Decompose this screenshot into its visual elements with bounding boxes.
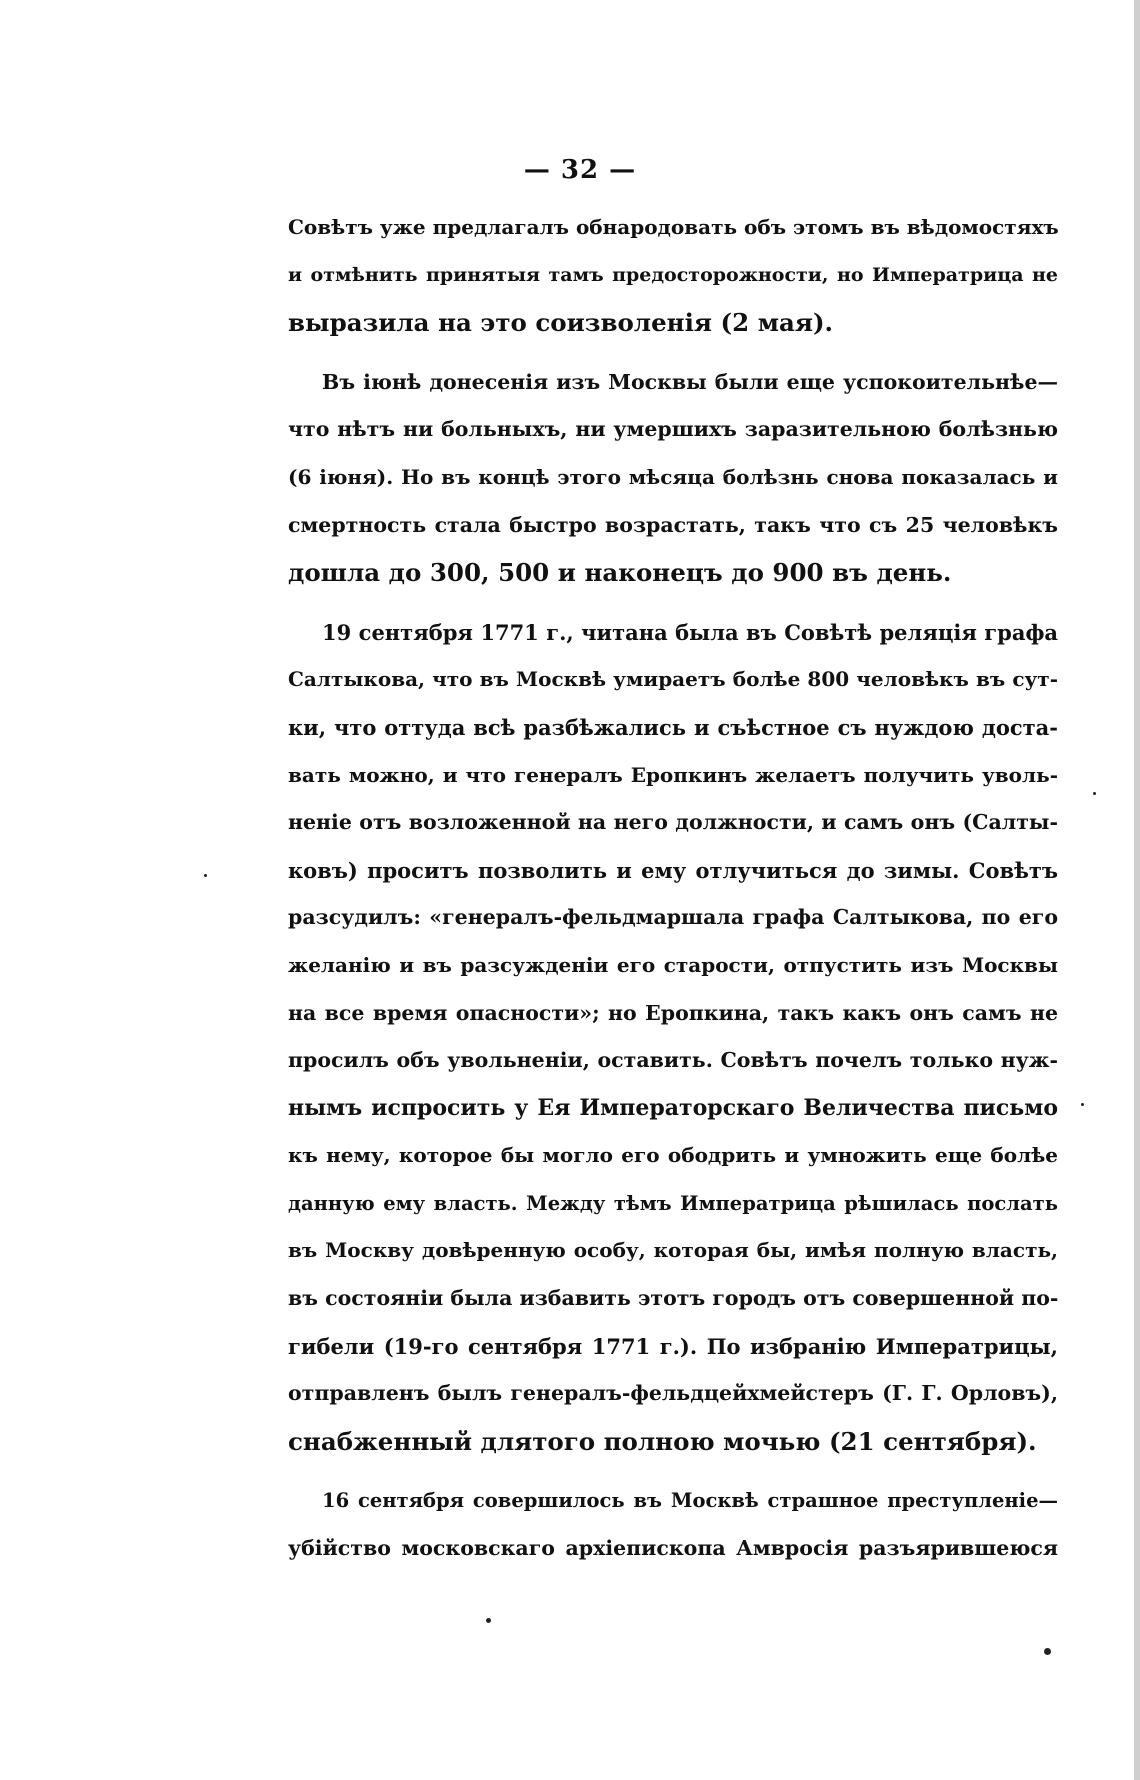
text-line: убійство московскаго архіепископа Амвросія разъярившеюся [288, 1536, 1058, 1561]
text-line: нымъ испросить у Ея Императорскаго Величества письмо [288, 1094, 1058, 1121]
text-line: Совѣтъ уже предлагалъ обнародовать объ этомъ въ вѣдомостяхъ [288, 215, 1059, 239]
text-line: ковъ) проситъ позволить и ему отлучиться до зимы. Совѣтъ [288, 857, 1058, 883]
page-number: — 32 — [523, 155, 637, 185]
text-line: и отмѣнить принятыя тамъ предосторожности, но Императрица не [288, 263, 1058, 286]
text-line: снабженный длятого полною мочью (21 сентября). [288, 1426, 1037, 1456]
text-line: разсудилъ: «генералъ-фельдмаршала графа Салтыкова, по его [288, 905, 1058, 930]
text-line: 16 сентября совершилось въ Москвѣ страшное преступленіе— [322, 1489, 1058, 1513]
text-line: къ нему, которое бы могло его ободрить и умножить еще болѣе [288, 1143, 1058, 1168]
paragraph [288, 609, 1058, 1466]
scan-speck [1093, 792, 1096, 795]
text-line: желанію и въ разсужденіи его старости, отпустить изъ Москвы [288, 952, 1058, 977]
text-line: смертность стала быстро возрастать, такъ что съ 25 человѣкъ [288, 512, 1058, 537]
scan-speck [1044, 1648, 1051, 1655]
text-line: въ состояніи была избавить этотъ городъ отъ совершенной по- [288, 1286, 1059, 1311]
text-line: отправленъ былъ генералъ-фельдцейхмейстеръ (Г. Г. Орловъ), [288, 1381, 1058, 1406]
scan-speck [204, 874, 207, 877]
scan-speck [1081, 1103, 1084, 1106]
paragraph [288, 359, 1058, 597]
text-line: выразила на это соизволенія (2 мая). [288, 308, 834, 338]
text-line: въ Москву довѣренную особу, которая бы, имѣя полную власть, [288, 1238, 1058, 1263]
paragraph [288, 204, 1058, 347]
text-line: Въ іюнѣ донесенія изъ Москвы были еще успокоительнѣе— [322, 369, 1058, 394]
text-line: просилъ объ увольненіи, оставить. Совѣтъ почелъ только нуж- [288, 1048, 1058, 1073]
text-line: что нѣтъ ни больныхъ, ни умершихъ заразительною болѣзнью [288, 417, 1058, 442]
text-line: данную ему власть. Между тѣмъ Императрица рѣшилась послать [288, 1191, 1058, 1215]
text-line: на все время опасности»; но Еропкина, такъ какъ онъ самъ не [288, 1000, 1058, 1025]
text-line: ки, что оттуда всѣ разбѣжались и съѣстное съ нуждою доста- [288, 714, 1058, 740]
body-text [288, 204, 1058, 1573]
text-line: неніе отъ возложенной на него должности, и самъ онъ (Салты- [288, 810, 1058, 835]
page-edge-shadow [1134, 0, 1140, 1780]
text-line: 19 сентября 1771 г., читана была въ Совѣтѣ реляція графа [322, 619, 1058, 645]
text-line: гибели (19-го сентября 1771 г.). По избранію Императрицы, [288, 1333, 1058, 1359]
text-line: вать можно, и что генералъ Еропкинъ желаетъ получить уволь- [288, 762, 1058, 787]
scan-speck [486, 1618, 491, 1623]
text-line: (6 іюня). Но въ концѣ этого мѣсяца болѣзнь снова показалась и [288, 464, 1058, 489]
text-line: дошла до 300, 500 и наконецъ до 900 въ день. [288, 558, 952, 588]
paragraph [288, 1477, 1058, 1572]
text-line: Салтыкова, что въ Москвѣ умираетъ болѣе 800 человѣкъ въ сут- [288, 667, 1058, 692]
